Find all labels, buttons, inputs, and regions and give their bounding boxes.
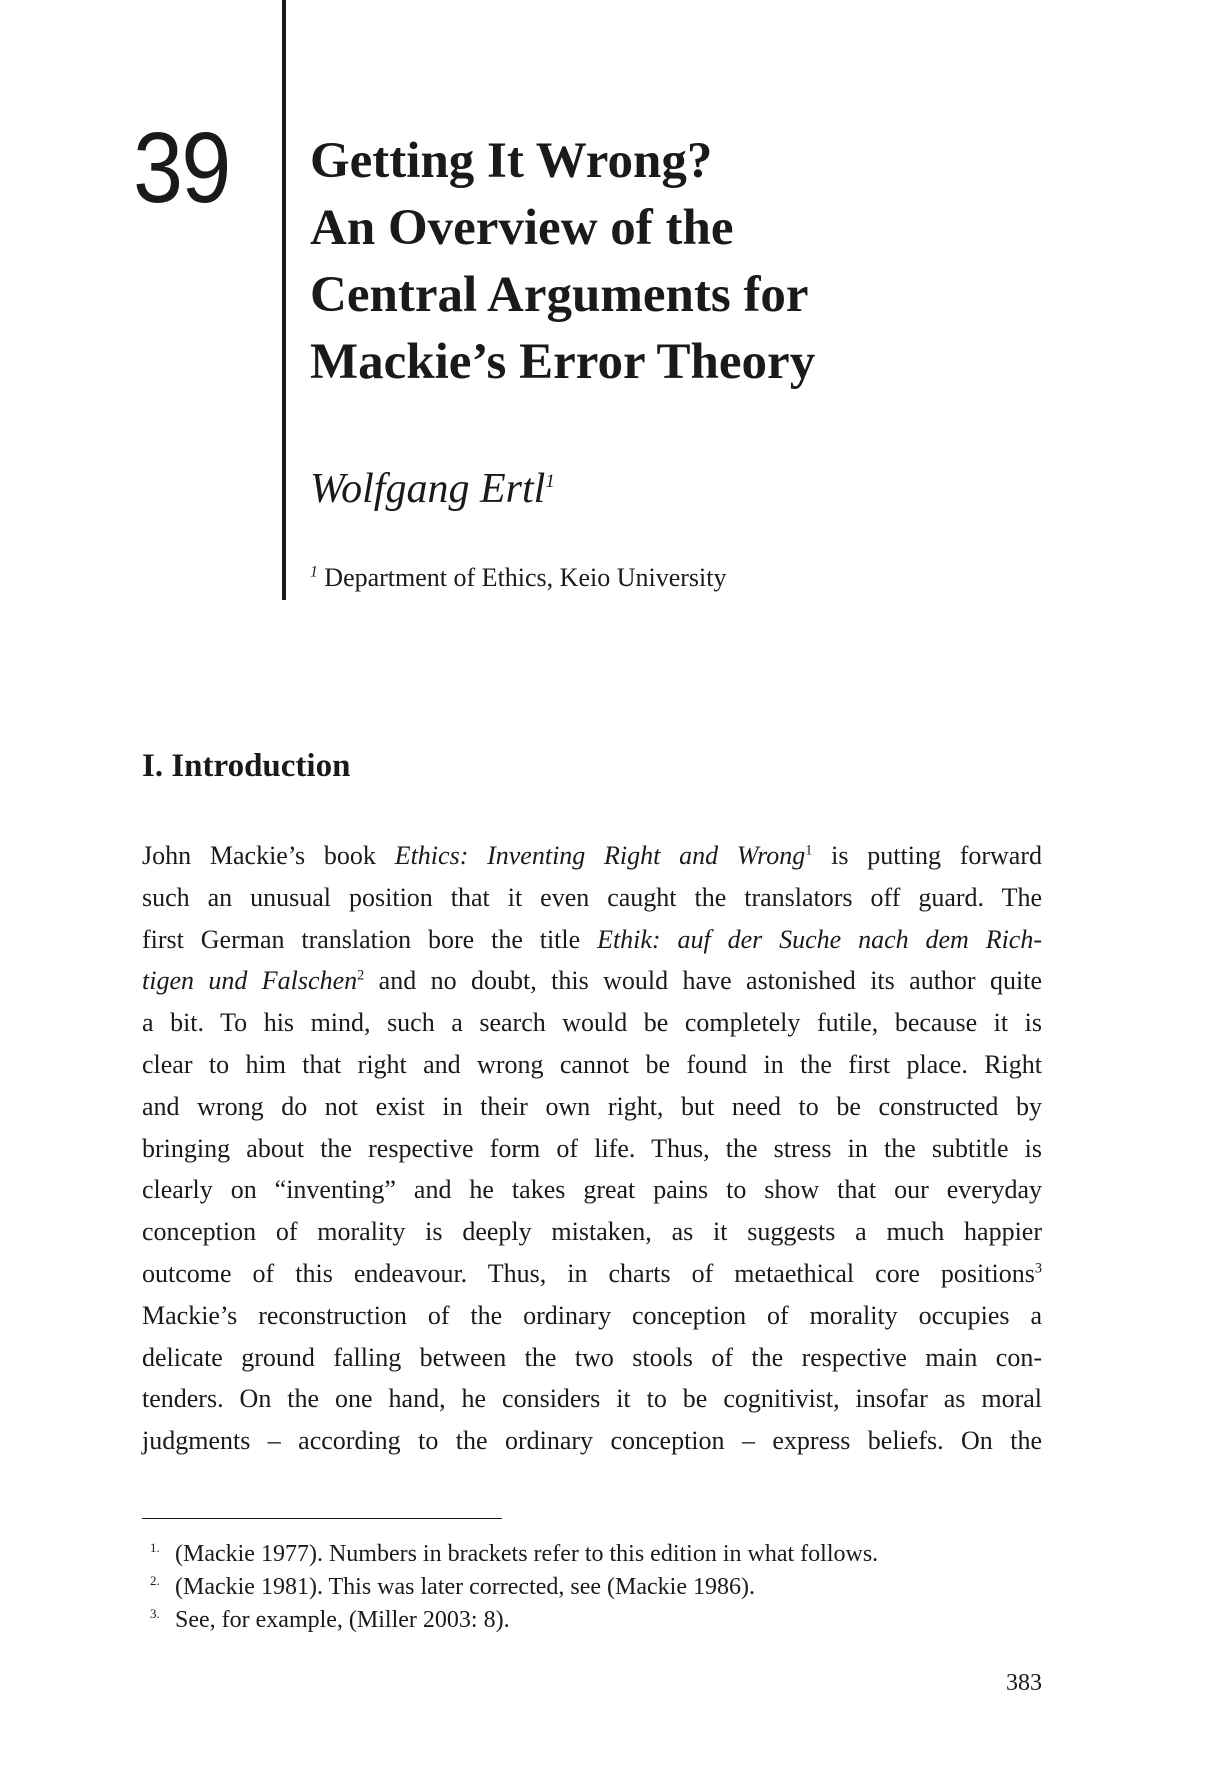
chapter-number: 39 — [133, 112, 230, 224]
footnotes — [142, 1538, 1042, 1637]
body-line: delicate ground falling between the two stools of the respective main con- — [142, 1342, 1042, 1372]
footnote-item — [142, 1604, 1042, 1637]
body-line: conception of morality is deeply mistaken, as it suggests a much happier — [142, 1217, 1042, 1247]
body-paragraph — [142, 835, 1042, 1462]
footnote-text: (Mackie 1981). This was later corrected, see (Mackie 1986). — [175, 1574, 755, 1600]
body-line: a bit. To his mind, such a search would be completely futile, because it is — [142, 1008, 1042, 1038]
author-name — [310, 468, 555, 510]
body-line: Mackie’s reconstruction of the ordinary conception of morality occupies a — [142, 1300, 1042, 1330]
footnote-text: (Mackie 1977). Numbers in brackets refer to this edition in what follows. — [175, 1541, 879, 1567]
footnote-mark: 3. — [150, 1606, 160, 1621]
body-line — [142, 919, 1042, 961]
body-text-run: outcome of this endeavour. Thus, in charts of metaethical core positions — [142, 1258, 1035, 1288]
footnote-ref-3[interactable]: 3 — [1034, 1260, 1042, 1277]
footnote-ref-2[interactable]: 2 — [357, 967, 365, 984]
chapter-title-line: Getting It Wrong? — [310, 133, 713, 189]
affiliation-text: Department of Ethics, Keio University — [324, 563, 727, 592]
body-text-run: is putting forward — [812, 841, 1042, 870]
body-line: tenders. On the one hand, he considers it to be cognitivist, insofar as moral — [142, 1384, 1042, 1414]
footnote-text: See, for example, (Miller 2003: 8). — [175, 1607, 510, 1633]
section-heading: I. Introduction — [142, 748, 351, 784]
author-name-text: Wolfgang Ertl — [310, 466, 546, 512]
body-line: clear to him that right and wrong cannot be found in the first place. Right — [142, 1049, 1042, 1079]
body-line — [142, 960, 1042, 1002]
footnote-item — [142, 1571, 1042, 1604]
body-text-run: and no doubt, this would have astonished its author quite — [364, 966, 1042, 996]
book-title-italic: Ethics: Inventing Right and Wrong — [394, 841, 806, 870]
body-line: judgments – according to the ordinary conception – express beliefs. On the — [142, 1426, 1042, 1456]
body-line: bringing about the respective form of life. Thus, the stress in the subtitle is — [142, 1133, 1042, 1163]
author-affiliation-mark: 1 — [545, 471, 555, 492]
body-line — [142, 1253, 1042, 1295]
author-affiliation — [310, 565, 726, 591]
chapter-title-line: Mackie’s Error Theory — [310, 334, 816, 390]
footnote-separator — [142, 1518, 502, 1519]
affiliation-mark: 1 — [310, 563, 318, 581]
page-number: 383 — [1006, 1670, 1042, 1696]
body-line — [142, 835, 1042, 877]
footnote-ref-1[interactable]: 1 — [805, 842, 813, 859]
body-text-run: first German translation bore the title — [142, 924, 598, 954]
body-line: such an unusual position that it even caught the translators off guard. The — [142, 882, 1042, 912]
title-divider-rule — [282, 0, 286, 600]
body-line: and wrong do not exist in their own right, but need to be constructed by — [142, 1091, 1042, 1121]
body-line: clearly on “inventing” and he takes great pains to show that our everyday — [142, 1175, 1042, 1205]
translation-title-italic: tigen und Falschen — [142, 966, 358, 996]
chapter-title — [310, 128, 1010, 396]
body-text-run: John Mackie’s book — [142, 841, 395, 870]
footnote-item — [142, 1538, 1042, 1571]
chapter-title-line: An Overview of the — [310, 200, 734, 256]
footnote-mark: 2. — [150, 1573, 160, 1588]
chapter-title-line: Central Arguments for — [310, 267, 809, 323]
translation-title-italic: Ethik: auf der Suche nach dem Rich- — [597, 924, 1042, 954]
footnote-mark: 1. — [150, 1540, 160, 1555]
